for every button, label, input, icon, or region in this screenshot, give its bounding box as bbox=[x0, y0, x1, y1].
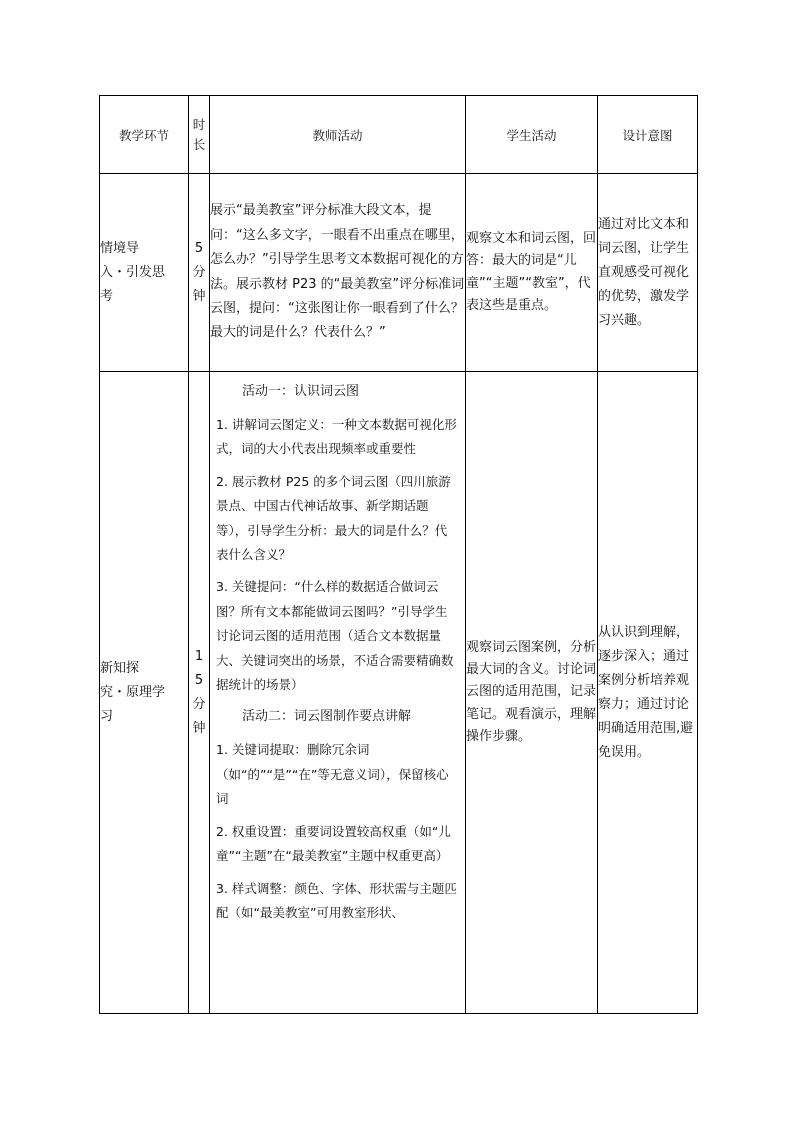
teacher-activity-cell bbox=[210, 372, 466, 1014]
stage-line: 考 bbox=[100, 288, 114, 304]
duration-line: 钟 bbox=[192, 720, 206, 736]
stage-cell bbox=[100, 372, 189, 1014]
header-stage: 教学环节 bbox=[100, 96, 189, 174]
duration-line: 5 bbox=[194, 240, 204, 256]
duration-cell bbox=[189, 174, 210, 372]
stage-cell bbox=[100, 174, 189, 372]
teacher-activity-cell: 展示“最美教室”评分标准大段文本，提问：“这么多文字，一眼看不出重点在哪里，怎么办？”引导学生思考文本数据可视化的方法。展示教材 P23 的“最美教室”评分标准词云图，提问：“这张图让你一眼看到了什么？最大的词是什么？代表什么？” bbox=[210, 174, 466, 372]
duration-line: 5 bbox=[194, 672, 204, 688]
design-intent-cell: 从认识到理解，逐步深入；通过案例分析培养观察力；通过讨论明确适用范围,避免误用。 bbox=[598, 372, 698, 1014]
header-duration-top: 时 bbox=[192, 116, 206, 132]
lesson-plan-table bbox=[99, 95, 698, 1014]
table-row bbox=[100, 372, 698, 1014]
activity-one-item: 3. 关键提问：“什么样的数据适合做词云图？所有文本都能做词云图吗？”引导学生讨论词云图的适用范围（适合文本数据量大、关键词突出的场景，不适合需要精确数据统计的场景） bbox=[216, 579, 454, 693]
duration-line: 钟 bbox=[192, 288, 206, 304]
activity-two-item: 2. 权重设置：重要词设置较高权重（如“儿童”“主题”在“最美教室”主题中权重更高） bbox=[216, 823, 451, 864]
activity-two-title: 活动二：词云图制作要点讲解 bbox=[242, 709, 412, 725]
stage-line: 究・原理学 bbox=[100, 684, 166, 700]
duration-cell bbox=[189, 372, 210, 1014]
student-activity-cell: 观察文本和词云图，回答：最大的词是“儿童”“主题”“教室”，代表这些是重点。 bbox=[466, 174, 598, 372]
header-row bbox=[100, 96, 698, 174]
activity-one-title: 活动一：认识词云图 bbox=[242, 384, 360, 399]
duration-line: 1 bbox=[194, 648, 204, 664]
stage-line: 入・引发思 bbox=[100, 264, 166, 280]
header-teacher: 教师活动 bbox=[210, 96, 466, 174]
design-intent-cell: 通过对比文本和词云图，让学生直观感受可视化的优势，激发学习兴趣。 bbox=[598, 174, 698, 372]
header-design: 设计意图 bbox=[598, 96, 698, 174]
activity-one-item: 2. 展示教材 P25 的多个词云图（四川旅游景点、中国古代神话故事、新学期话题等），引导学生分析：最大的词是什么？代表什么含义？ bbox=[216, 473, 451, 563]
student-activity-cell: 观察词云图案例，分析最大词的含义。讨论词云图的适用范围，记录笔记。观看演示，理解操作步骤。 bbox=[466, 372, 598, 1014]
activity-two-item: 1. 关键词提取：删除冗余词（如“的”“是”“在”等无意义词），保留核心词 bbox=[216, 742, 449, 807]
stage-line: 习 bbox=[100, 708, 114, 724]
stage-line: 新知探 bbox=[100, 660, 140, 676]
table-row bbox=[100, 174, 698, 372]
teacher-activity-content bbox=[216, 380, 459, 1004]
duration-line: 分 bbox=[192, 696, 206, 712]
duration-line: 分 bbox=[192, 264, 206, 280]
header-student: 学生活动 bbox=[466, 96, 598, 174]
activity-one-item: 1. 讲解词云图定义：一种文本数据可视化形式，词的大小代表出现频率或重要性 bbox=[216, 417, 457, 457]
stage-line: 情境导 bbox=[100, 240, 140, 256]
header-duration-bottom: 长 bbox=[192, 136, 206, 152]
header-duration bbox=[189, 96, 210, 174]
activity-two-item: 3. 样式调整：颜色、字体、形状需与主题匹配（如“最美教室”可用教室形状、 bbox=[216, 880, 457, 920]
